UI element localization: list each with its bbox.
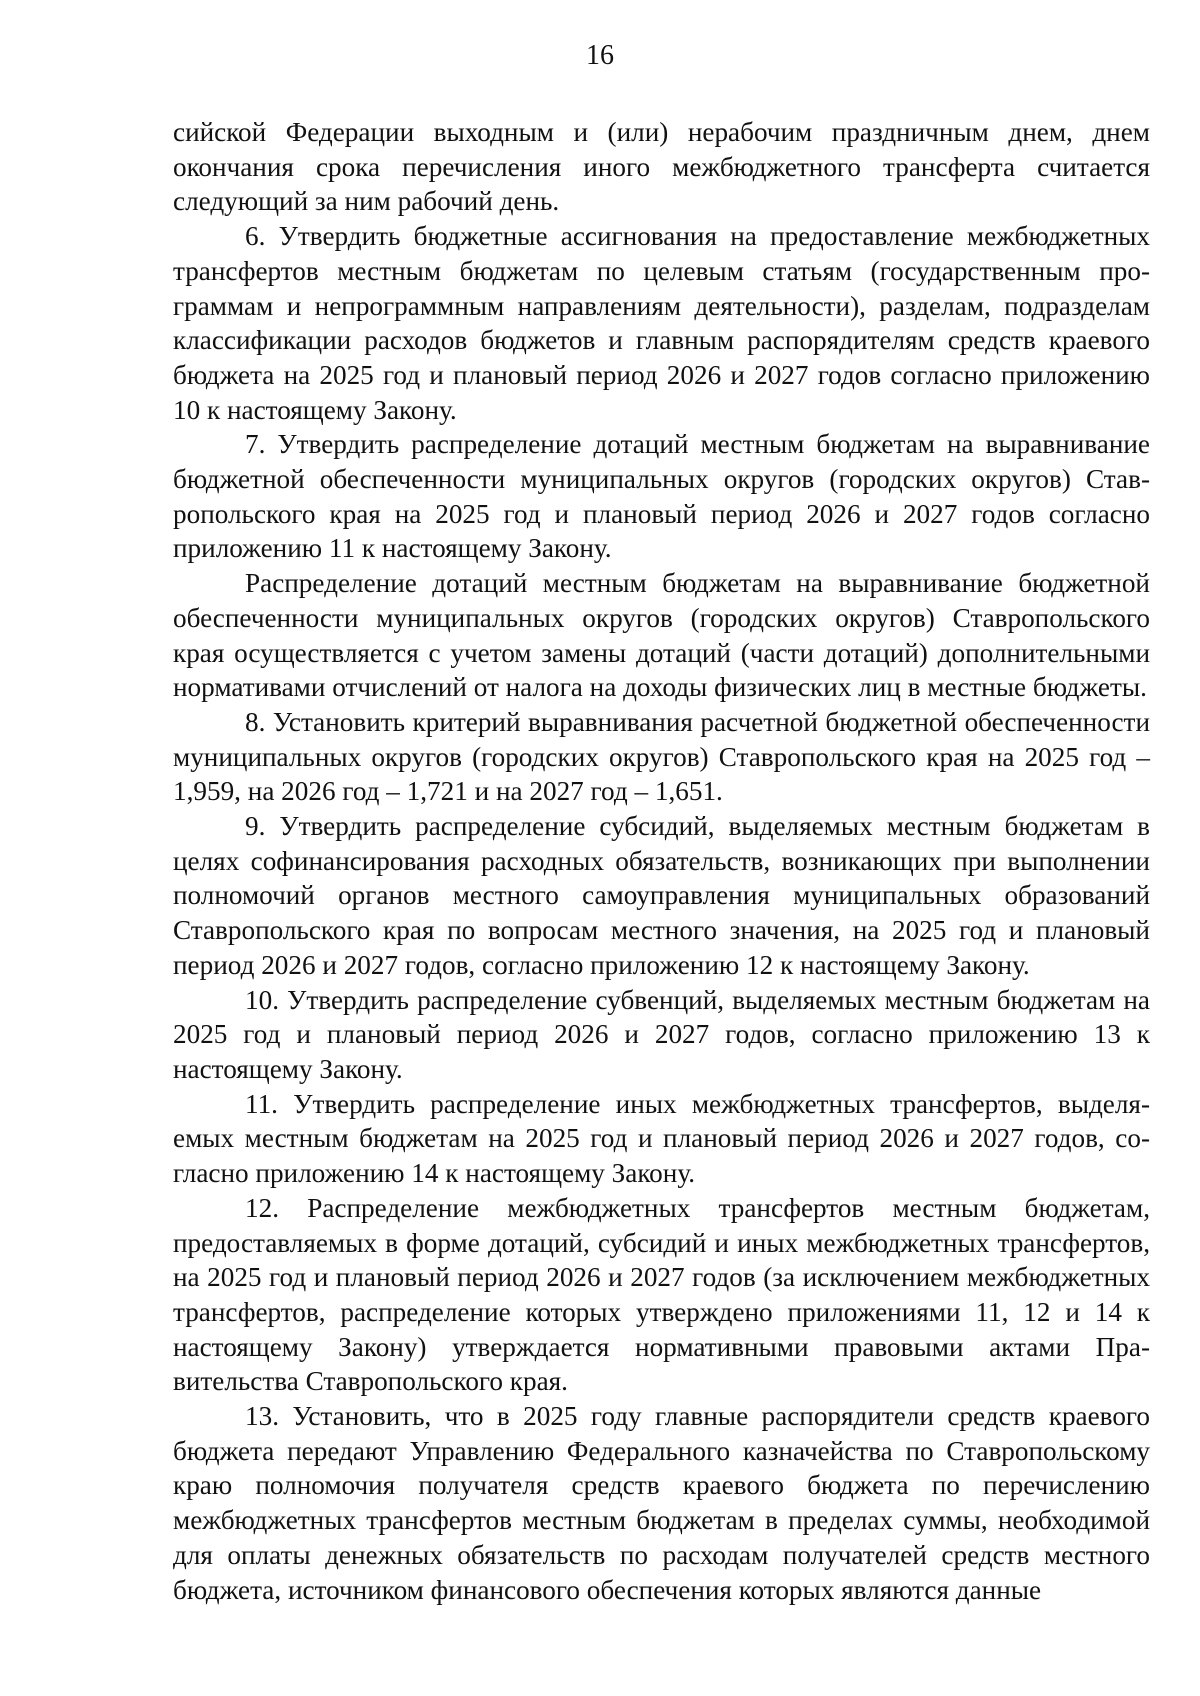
paragraph: 13. Установить, что в 2025 году главные распорядители средств краевого бюджета передают Управлению Федерального казначейства по Ставропольскому краю полномочия получателя средств краевого бюджета по перечислению межбюджетных трансфертов местным бюджетам в пределах суммы, необходимой для оплаты денежных обязательств по расходам получателей средств местного бюджета, источником финансового обеспечения которых являются данные <box>173 1401 1150 1605</box>
paragraph: 11. Утвердить распределение иных межбюджетных трансфертов, выделяемых местным бюджетам на 2025 год и плановый период 2026 и 2027 годов, согласно приложению 14 к настоящему Закону. <box>173 1088 1150 1189</box>
paragraph: 9. Утвердить распределение субсидий, выделяемых местным бюджетам в целях софинансирования расходных обязательств, возникающих при выполнении полномочий органов местного самоуправления муниципальных образований Ставропольского края по вопросам местного значения, на 2025 год и плановый период 2026 и 2027 годов, согласно приложению 12 к настоящему Закону. <box>173 811 1150 980</box>
document-body <box>173 115 1150 1607</box>
paragraph: сийской Федерации выходным и (или) нерабочим праздничным днем, днем окончания срока перечисления иного межбюджетного трансферта считается следующий за ним рабочий день. <box>173 117 1150 217</box>
paragraph: Распределение дотаций местным бюджетам на выравнивание бюджетной обеспеченности муниципальных округов (городских округов) Ставропольского края осуществляется с учетом замены дотаций (части дотаций) дополнительными нормативами отчислений от налога на доходы физических лиц в местные бюджеты. <box>173 568 1150 703</box>
paragraph: 12. Распределение межбюджетных трансфертов местным бюджетам, предоставляемых в форме дотаций, субсидий и иных межбюджетных трансфертов, на 2025 год и плановый период 2026 и 2027 годов (за исключением межбюджетных трансфертов, распределение которых утверждено приложениями 11, 12 и 14 к настоящему Закону) утверждается нормативными правовыми актами Правительства Ставропольского края. <box>173 1192 1150 1397</box>
paragraph: 6. Утвердить бюджетные ассигнования на предоставление межбюджетных трансфертов местным бюджетам по целевым статьям (государственным программам и непрограммным направлениям деятельности), разделам, подразделам классификации расходов бюджетов и главным распорядителям средств краевого бюджета на 2025 год и плановый период 2026 и 2027 годов согласно приложению 10 к настоящему Закону. <box>173 221 1150 425</box>
page-number: 16 <box>586 40 614 71</box>
paragraph: 7. Утвердить распределение дотаций местным бюджетам на выравнивание бюджетной обеспеченности муниципальных округов (городских округов) Ставропольского края на 2025 год и плановый период 2026 и 2027 годов согласно приложению 11 к настоящему Закону. <box>173 429 1150 564</box>
paragraph: 8. Установить критерий выравнивания расчетной бюджетной обеспеченности муниципальных округов (городских округов) Ставропольского края на 2025 год – 1,959, на 2026 год – 1,721 и на 2027 год – 1,651. <box>173 706 1150 807</box>
paragraph: 10. Утвердить распределение субвенций, выделяемых местным бюджетам на 2025 год и плановый период 2026 и 2027 годов, согласно приложению 13 к настоящему Закону. <box>173 984 1150 1084</box>
